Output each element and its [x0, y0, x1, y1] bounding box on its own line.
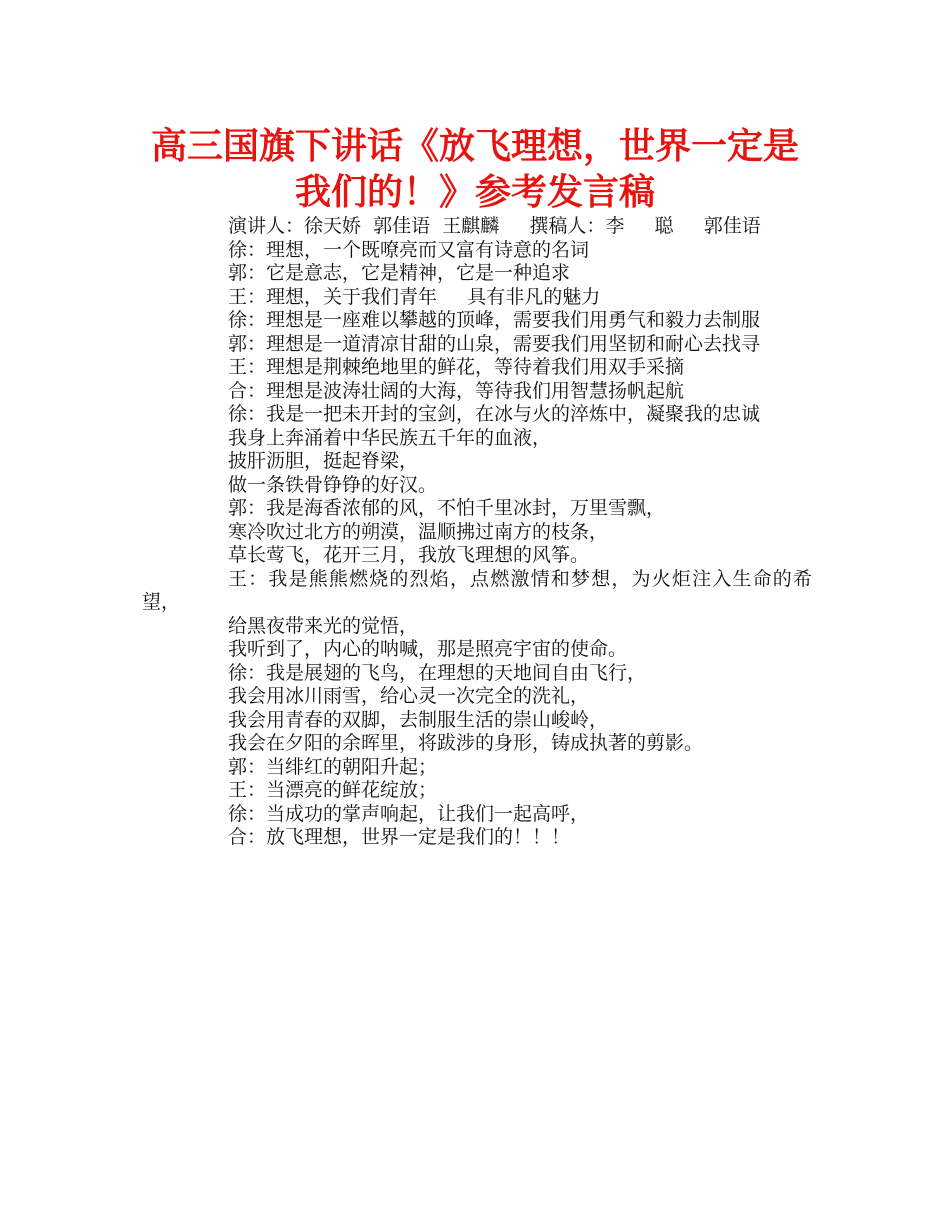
paragraph: 郭：它是意志，它是精神，它是一种追求: [228, 262, 571, 284]
paragraph: 徐：理想，一个既嘹亮而又富有诗意的名词: [228, 238, 590, 261]
paragraph: 王：当漂亮的鲜花绽放；: [228, 779, 438, 801]
paragraph: 我会在夕阳的余晖里，将跋涉的身形，铸成执著的剪影。: [228, 732, 704, 754]
document-body: [142, 215, 812, 850]
paragraph: 做一条铁骨铮铮的好汉。: [228, 473, 438, 496]
paragraph: 给黑夜带来光的觉悟，: [228, 614, 419, 637]
paragraph: 郭：当绯红的朝阳升起；: [228, 755, 438, 778]
paragraph: 我会用青春的双脚，去制服生活的崇山峻岭，: [228, 708, 609, 731]
paragraph: 合：放飞理想，世界一定是我们的！！！: [228, 826, 571, 848]
paragraph: 徐：我是展翅的飞鸟，在理想的天地间自由飞行，: [228, 661, 647, 684]
paragraph: 我身上奔涌着中华民族五千年的血液，: [228, 426, 552, 449]
paragraph: 徐：我是一把未开封的宝剑，在冰与火的淬炼中，凝聚我的忠诚: [228, 403, 761, 425]
paragraph: 我会用冰川雨雪，给心灵一次完全的洗礼，: [228, 685, 590, 707]
paragraph: 我听到了，内心的呐喊，那是照亮宇宙的使命。: [228, 638, 628, 660]
paragraph: 披肝沥胆，挺起脊梁，: [228, 450, 419, 472]
paragraph: 王：理想是荆棘绝地里的鲜花，等待着我们用双手采摘: [228, 356, 685, 378]
paragraph: 草长莺飞，花开三月，我放飞理想的风筝。: [228, 544, 590, 566]
paragraph: 徐：理想是一座难以攀越的顶峰，需要我们用勇气和毅力去制服: [228, 309, 761, 331]
paragraph: 王：我是熊熊燃烧的烈焰，点燃激情和梦想，为火炬注入生命的希望，: [142, 567, 812, 613]
paragraph: 合：理想是波涛壮阔的大海，等待我们用智慧扬帆起航: [228, 379, 685, 402]
paragraph: 演讲人：徐天娇 郭佳语 王麒麟 撰稿人：李 聪 郭佳语: [228, 215, 761, 237]
document-title: 高三国旗下讲话《放飞理想，世界一定是我们的！》参考发言稿: [150, 126, 799, 213]
paragraph: 郭：我是海香浓郁的风，不怕千里冰封，万里雪飘，: [228, 497, 666, 519]
paragraph: 寒冷吹过北方的朔漠，温顺拂过南方的枝条，: [228, 520, 609, 543]
paragraph: 徐：当成功的掌声响起，让我们一起高呼，: [228, 802, 590, 825]
paragraph: 郭：理想是一道清凉甘甜的山泉，需要我们用坚韧和耐心去找寻: [228, 332, 761, 355]
paragraph: 王：理想，关于我们青年 具有非凡的魅力: [228, 285, 601, 308]
